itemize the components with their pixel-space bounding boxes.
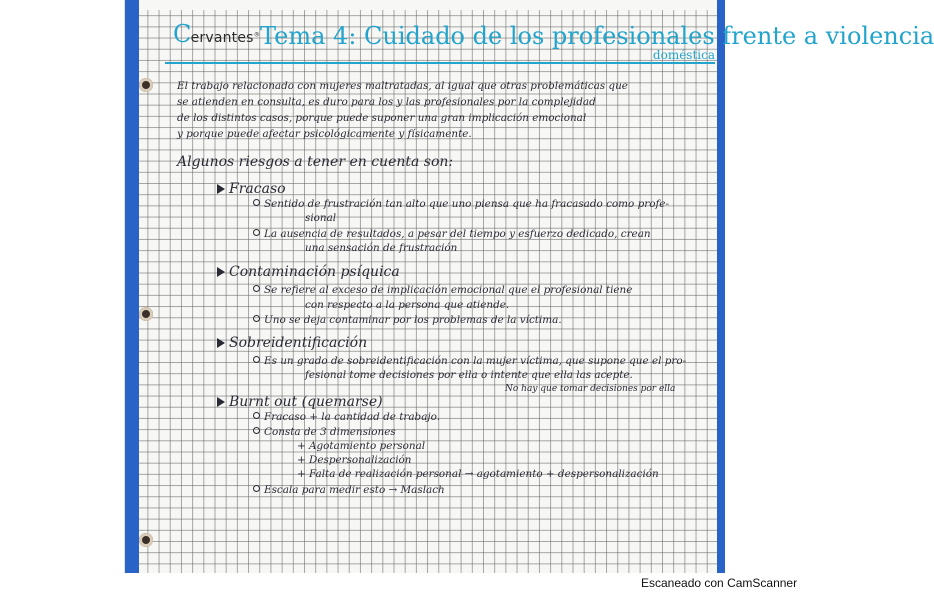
left-binder-strip — [125, 0, 139, 573]
list-item: Uno se deja contaminar por los problemas de la víctima. — [253, 314, 562, 326]
page-title-continuation: doméstica — [652, 48, 715, 62]
section-heading-sobreidentificacion: Sobreidentificación — [217, 337, 367, 349]
list-item: Consta de 3 dimensiones — [253, 426, 396, 438]
list-item: Se refiere al exceso de implicación emocional que el profesional tiene — [253, 284, 632, 296]
triangle-bullet-icon — [217, 267, 225, 277]
list-item: Fracaso + la cantidad de trabajo. — [253, 411, 440, 423]
intro-line: El trabajo relacionado con mujeres maltratadas, al igual que otras problemáticas que — [177, 80, 628, 92]
circle-bullet-icon — [253, 229, 260, 236]
circle-bullet-icon — [253, 285, 260, 292]
dimension-item: + Falta de realización personal → agotamiento + despersonalización — [297, 468, 659, 480]
list-item: Escala para medir esto → Maslach — [253, 484, 445, 496]
section-heading-burnout: Burnt out (quemarse) — [217, 396, 383, 408]
notebook-page — [124, 0, 934, 573]
section-heading-contaminacion: Contaminación psíquica — [217, 266, 400, 278]
circle-bullet-icon — [253, 485, 260, 492]
triangle-bullet-icon — [217, 397, 225, 407]
dimension-item: + Agotamiento personal — [297, 440, 426, 452]
intro-line: se atienden en consulta, es duro para los y las profesionales por la complejidad — [177, 96, 596, 108]
list-item-continuation: una sensación de frustración — [305, 242, 458, 254]
circle-bullet-icon — [253, 199, 260, 206]
scanner-watermark: Escaneado con CamScanner — [641, 576, 798, 590]
circle-bullet-icon — [253, 315, 260, 322]
list-item-continuation: con respecto a la persona que atiende. — [305, 299, 510, 311]
list-item: Sentido de frustración tan alto que uno piensa que ha fracasado como profe- — [253, 198, 669, 210]
punch-hole — [139, 533, 153, 547]
punch-hole — [139, 307, 153, 321]
list-item: La ausencia de resultados, a pesar del tiempo y esfuerzo dedicado, crean — [253, 228, 651, 240]
page-title: Tema 4: Cuidado de los profesionales frente a violencia — [260, 22, 934, 50]
cervantes-logo: Cervantes® — [173, 20, 260, 48]
list-item-note: No hay que tomar decisiones por ella — [505, 384, 676, 394]
section-heading-fracaso: Fracaso — [217, 183, 286, 195]
right-binder-strip — [717, 0, 725, 573]
punch-hole — [139, 78, 153, 92]
list-item-continuation: sional — [305, 212, 337, 224]
list-item-continuation: fesional tome decisiones por ella o intente que ella las acepte. — [305, 369, 633, 381]
circle-bullet-icon — [253, 427, 260, 434]
circle-bullet-icon — [253, 356, 260, 363]
intro-line: y porque puede afectar psicológicamente y físicamente. — [177, 128, 472, 140]
risks-intro: Algunos riesgos a tener en cuenta son: — [177, 154, 454, 170]
dimension-item: + Despersonalización — [297, 454, 412, 466]
list-item: Es un grado de sobreidentificación con la mujer víctima, que supone que el pro- — [253, 355, 686, 367]
triangle-bullet-icon — [217, 184, 225, 194]
circle-bullet-icon — [253, 412, 260, 419]
header-rule — [165, 62, 715, 64]
intro-line: de los distintos casos, porque puede suponer una gran implicación emocional — [177, 112, 587, 124]
triangle-bullet-icon — [217, 338, 225, 348]
